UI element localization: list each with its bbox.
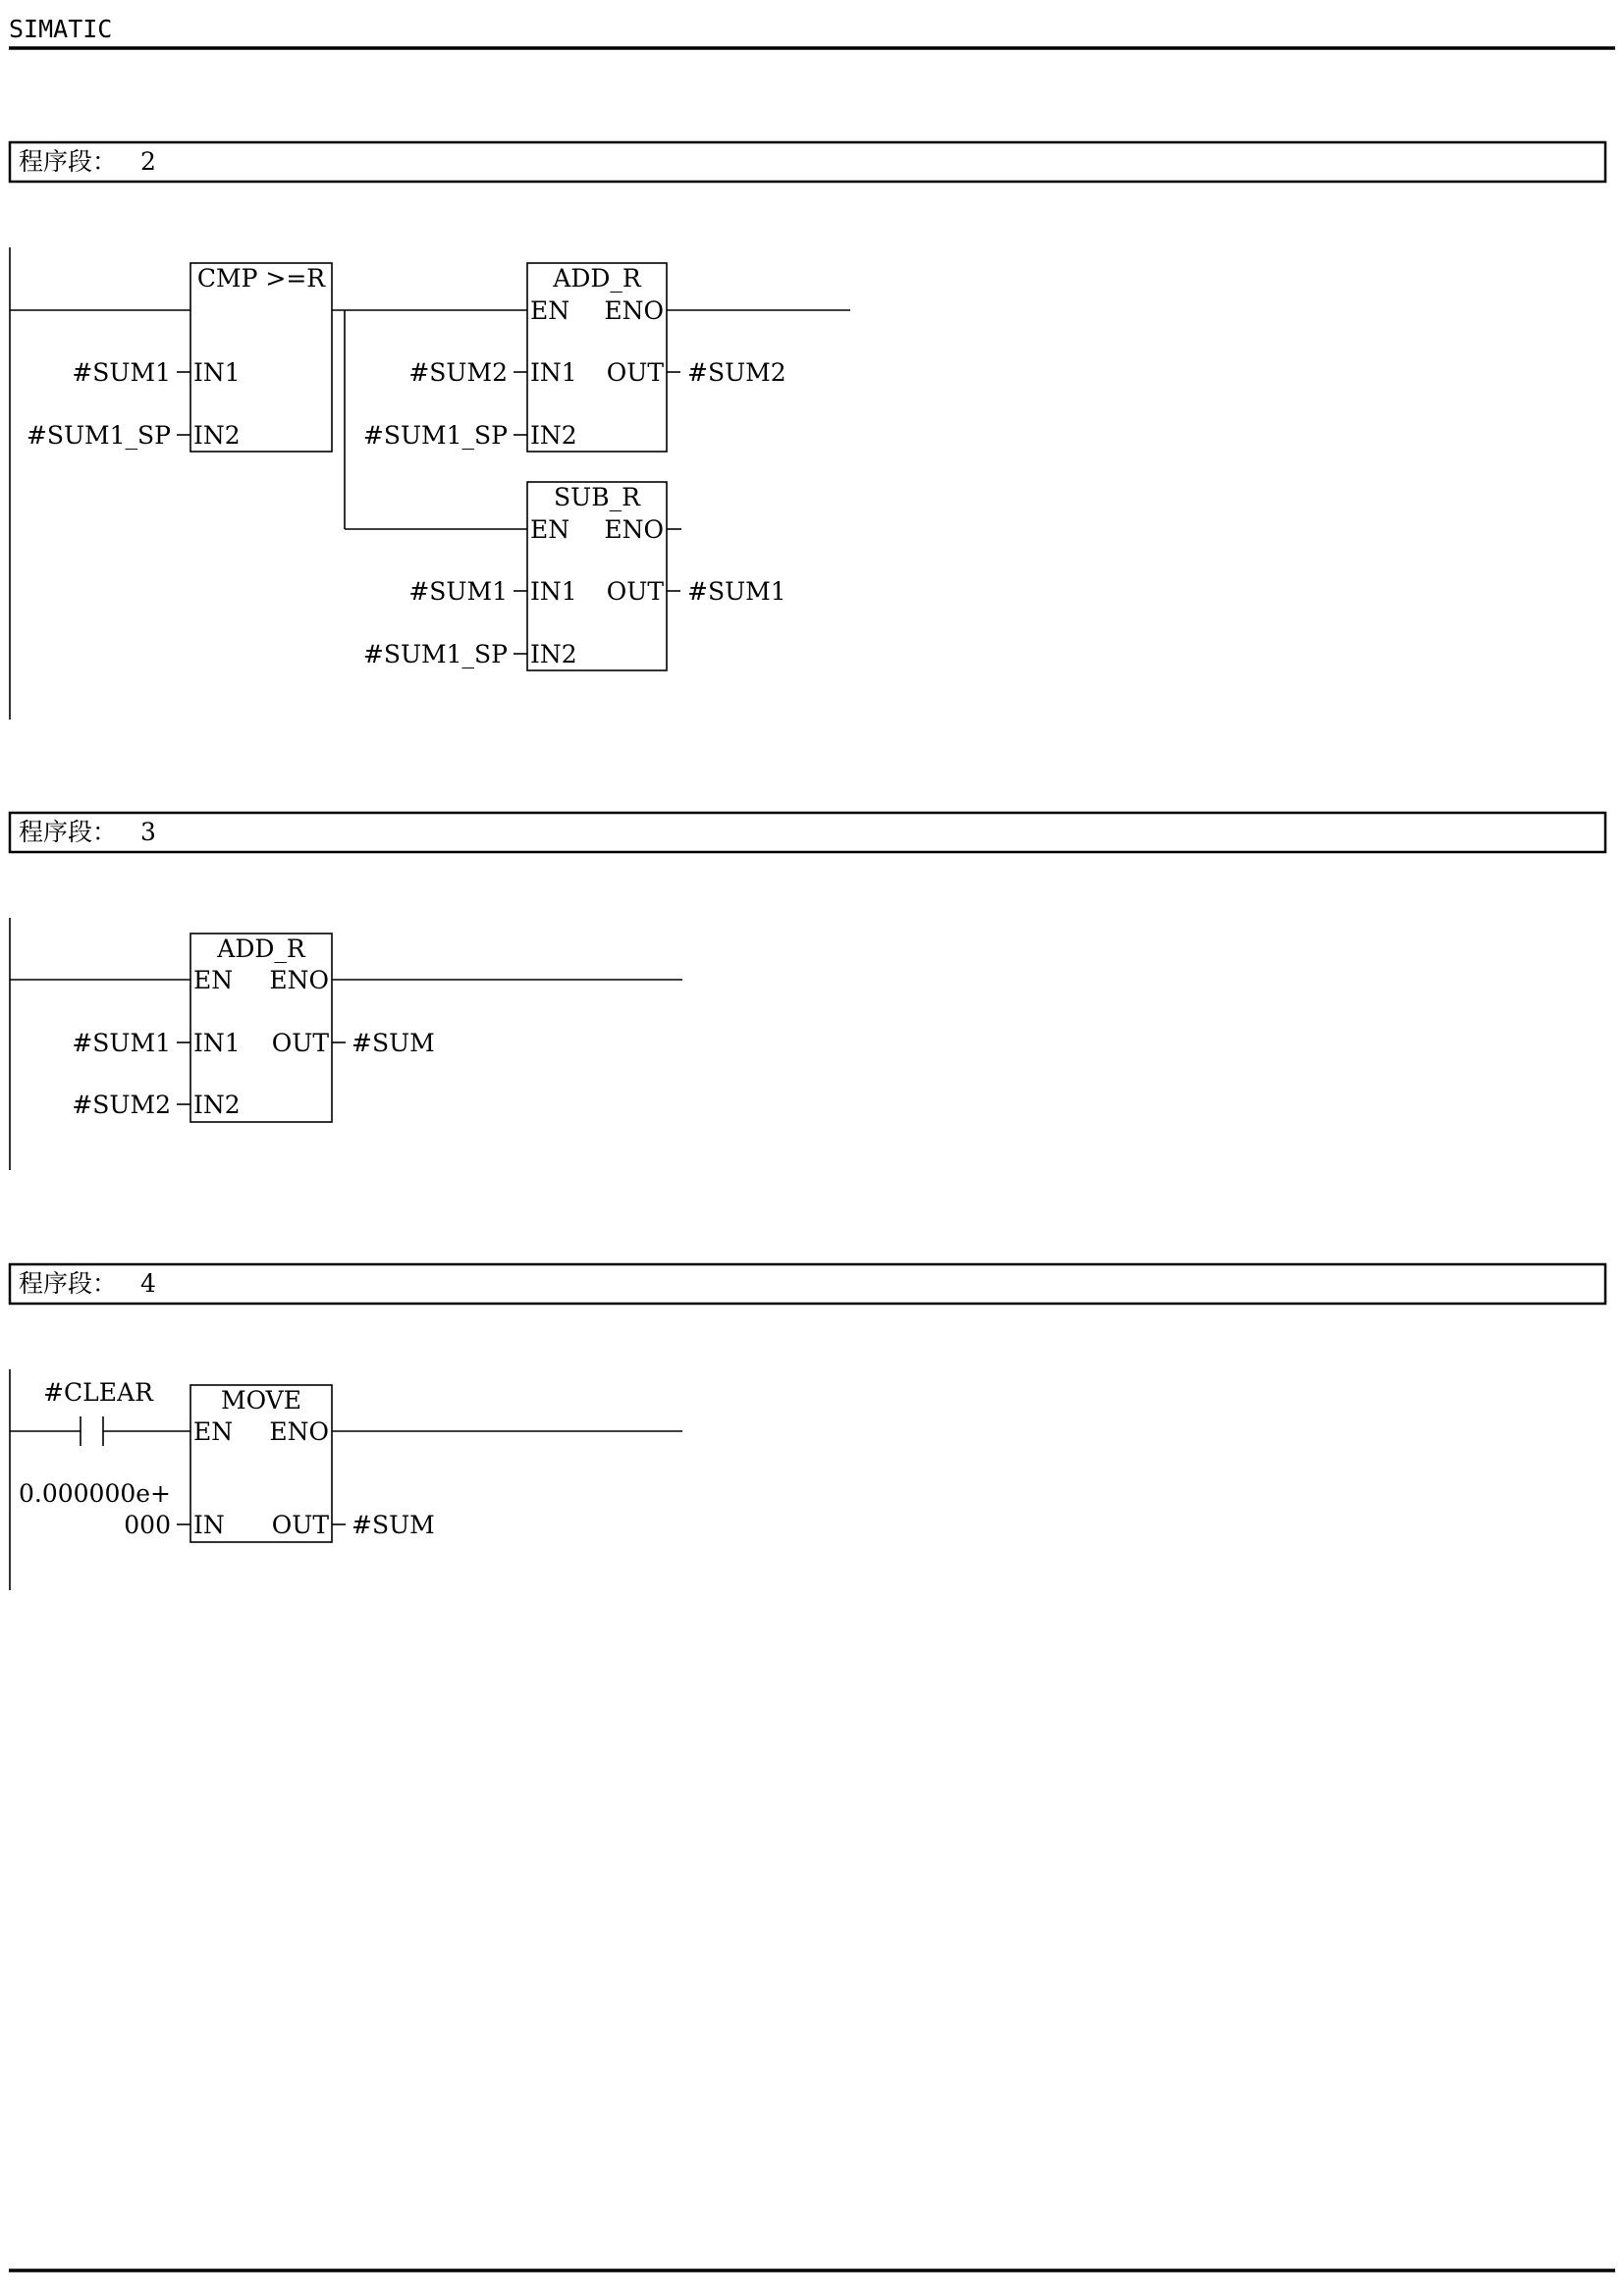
network-2-number: 2 [140, 147, 156, 176]
network-3-label: 程序段： [19, 818, 118, 846]
pin-out: OUT [271, 1029, 329, 1057]
add-r-block[interactable] [363, 263, 786, 452]
operand-in-line1[interactable]: 0.000000e+ [18, 1479, 171, 1508]
header-title: SIMATIC [9, 15, 113, 43]
contact-name[interactable]: #CLEAR [43, 1378, 153, 1407]
network-2-header[interactable] [10, 142, 1605, 182]
network-2 [10, 142, 1605, 720]
pin-eno: ENO [604, 515, 664, 544]
operand-out[interactable]: #SUM1 [687, 577, 786, 606]
network-3 [10, 813, 1605, 1170]
pin-in2: IN2 [530, 640, 577, 668]
pin-in2: IN2 [193, 421, 241, 450]
pin-in2: IN2 [530, 421, 577, 450]
sub-r-block[interactable] [363, 482, 786, 670]
pin-eno: ENO [269, 966, 329, 994]
operand-in1[interactable]: #SUM1 [72, 358, 171, 387]
pin-en: EN [530, 296, 570, 325]
network-4-label: 程序段： [19, 1269, 118, 1298]
operand-in2[interactable]: #SUM1_SP [362, 421, 508, 450]
pin-in: IN [193, 1511, 225, 1539]
network-3-number: 3 [140, 818, 156, 846]
operand-out[interactable]: #SUM [352, 1511, 435, 1539]
network-4-header[interactable] [10, 1264, 1605, 1304]
network-2-label: 程序段： [19, 147, 118, 176]
pin-in1: IN1 [530, 577, 577, 606]
pin-out: OUT [606, 577, 664, 606]
operand-out[interactable]: #SUM [352, 1029, 435, 1057]
block-title: MOVE [221, 1386, 301, 1415]
block-title: ADD_R [217, 934, 305, 963]
pin-in2: IN2 [193, 1091, 241, 1119]
pin-in1: IN1 [193, 358, 241, 387]
block-title: CMP >=R [196, 264, 326, 293]
network-3-header[interactable] [10, 813, 1605, 852]
add-r-block[interactable] [72, 934, 434, 1122]
block-title: SUB_R [554, 483, 640, 511]
pin-in1: IN1 [530, 358, 577, 387]
operand-in2[interactable]: #SUM1_SP [26, 421, 171, 450]
network-4 [10, 1264, 1605, 1590]
pin-in1: IN1 [193, 1029, 241, 1057]
move-block[interactable] [19, 1385, 435, 1542]
cmp-ge-r-block[interactable] [27, 263, 332, 452]
pin-out: OUT [271, 1511, 329, 1539]
pin-eno: ENO [269, 1417, 329, 1446]
network-4-number: 4 [140, 1269, 156, 1298]
operand-out[interactable]: #SUM2 [687, 358, 786, 387]
operand-in1[interactable]: #SUM1 [72, 1029, 171, 1057]
operand-in2[interactable]: #SUM1_SP [362, 640, 508, 668]
pin-en: EN [193, 1417, 234, 1446]
pin-eno: ENO [604, 296, 664, 325]
pin-en: EN [530, 515, 570, 544]
operand-in1[interactable]: #SUM1 [408, 577, 508, 606]
operand-in-line2[interactable]: 000 [124, 1511, 171, 1539]
pin-out: OUT [606, 358, 664, 387]
no-contact-clear[interactable] [43, 1378, 154, 1446]
block-title: ADD_R [553, 264, 641, 293]
operand-in1[interactable]: #SUM2 [408, 358, 508, 387]
pin-en: EN [193, 966, 234, 994]
operand-in2[interactable]: #SUM2 [72, 1091, 171, 1119]
